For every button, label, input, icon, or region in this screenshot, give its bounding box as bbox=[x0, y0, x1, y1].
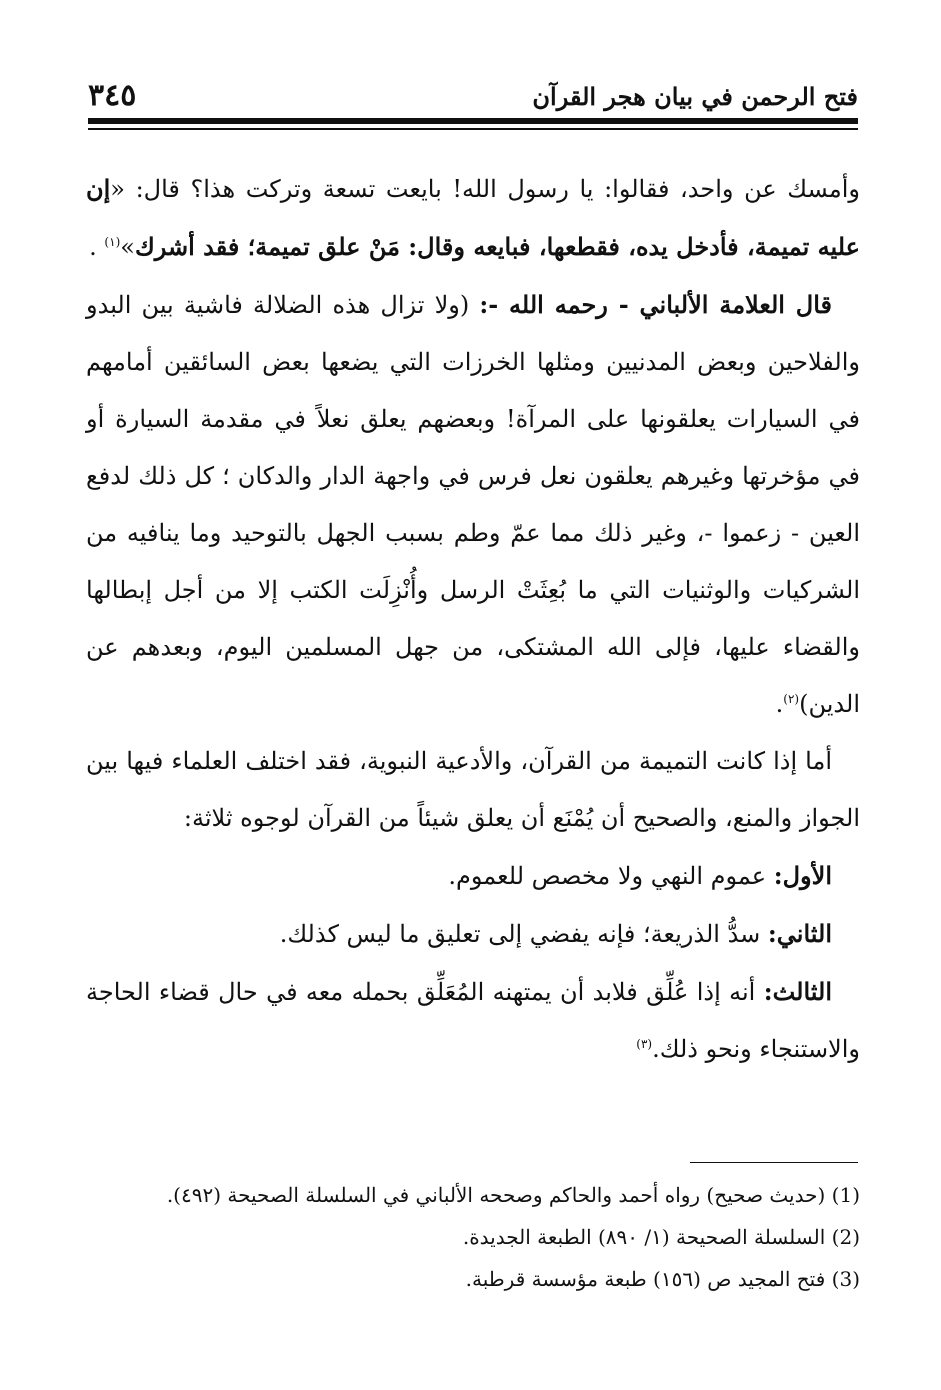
text-run: عموم النهي ولا مخصص للعموم. bbox=[448, 862, 774, 890]
footnote-2: (2) السلسلة الصحيحة (١/ ٨٩٠) الطبعة الجديدة. bbox=[462, 1225, 860, 1249]
footnote-ref: (١) bbox=[104, 235, 121, 249]
paragraph-hadith bbox=[86, 160, 860, 276]
speaker-label: قال العلامة الألباني - رحمه الله -: bbox=[479, 290, 833, 319]
reason-label: الثالث: bbox=[763, 977, 833, 1006]
paragraph-albani-quote bbox=[86, 276, 860, 733]
paragraph-quranic-amulet bbox=[86, 733, 860, 847]
reason-label: الثاني: bbox=[767, 919, 832, 948]
footnote-ref: (٣) bbox=[636, 1037, 653, 1051]
page-number: ٣٤٥ bbox=[88, 78, 137, 113]
footnote-separator bbox=[690, 1162, 858, 1163]
running-title: فتح الرحمن في بيان هجر القرآن bbox=[532, 82, 858, 111]
text-run: أما إذا كانت التميمة من القرآن، والأدعية النبوية، فقد اختلف العلماء فيها بين الجواز والمنع، والصحيح أن يُمْنَع أن يعلق شيئاً من القرآن لوجوه ثلاثة: bbox=[86, 747, 860, 832]
footnote-3: (3) فتح المجيد ص (١٥٦) طبعة مؤسسة قرطبة. bbox=[465, 1267, 860, 1291]
text-run: (ولا تزال هذه الضلالة فاشية بين البدو والفلاحين وبعض المدنيين ومثلها الخرزات التي يضعها بعض السائقين أمامهم في السيارات يعلقونها على المرآة! وبعضهم يعلق نعلاً في مقدمة السيارة أو في مؤخرتها وغيرهم يعلقون نعل فرس في واجهة الدار والدكان ؛ كل ذلك لدفع العين - زعموا -، وغير ذلك مما عمّ وطم بسبب الجهل بالتوحيد وما ينافيه من الشركيات والوثنيات التي ما بُعِثَتْ الرسل وأُنْزِلَت الكتب إلا من أجل إبطالها والقضاء عليها، فإلى الله المشتكى، من جهل المسلمين اليوم، وبعدهم عن الدين) bbox=[86, 291, 860, 718]
text-run: » bbox=[120, 233, 135, 261]
page-header bbox=[88, 74, 858, 114]
footnotes bbox=[86, 1174, 860, 1300]
reason-third bbox=[86, 963, 860, 1078]
text-run: سدُّ الذريعة؛ فإنه يفضي إلى تعليق ما ليس كذلك. bbox=[279, 920, 768, 948]
body-text bbox=[86, 160, 860, 1078]
reason-second bbox=[86, 905, 860, 963]
text-run: أنه إذا عُلِّق فلابد أن يمتهنه المُعَلِّق بحمله معه في حال قضاء الحاجة والاستنجاء ونحو ذلك. bbox=[86, 978, 860, 1063]
footnote-ref: (٢) bbox=[783, 692, 800, 706]
text-run: وأمسك عن واحد، فقالوا: يا رسول الله! بايعت تسعة وتركت هذا؟ قال: « bbox=[110, 175, 860, 203]
header-rule-thick bbox=[88, 118, 858, 124]
reason-first bbox=[86, 847, 860, 905]
header-rule-thin bbox=[88, 128, 858, 130]
text-run: . bbox=[775, 690, 784, 718]
reason-label: الأول: bbox=[773, 861, 832, 890]
text-run: . bbox=[89, 233, 105, 261]
footnote-1: (1) (حديث صحيح) رواه أحمد والحاكم وصححه الألباني في السلسلة الصحيحة (٤٩٢). bbox=[166, 1183, 860, 1207]
hadith-quote: إن عليه تميمة، فأدخل يده، فقطعها، فبايعه وقال: مَنْ علق تميمة؛ فقد أشرك bbox=[86, 174, 860, 261]
